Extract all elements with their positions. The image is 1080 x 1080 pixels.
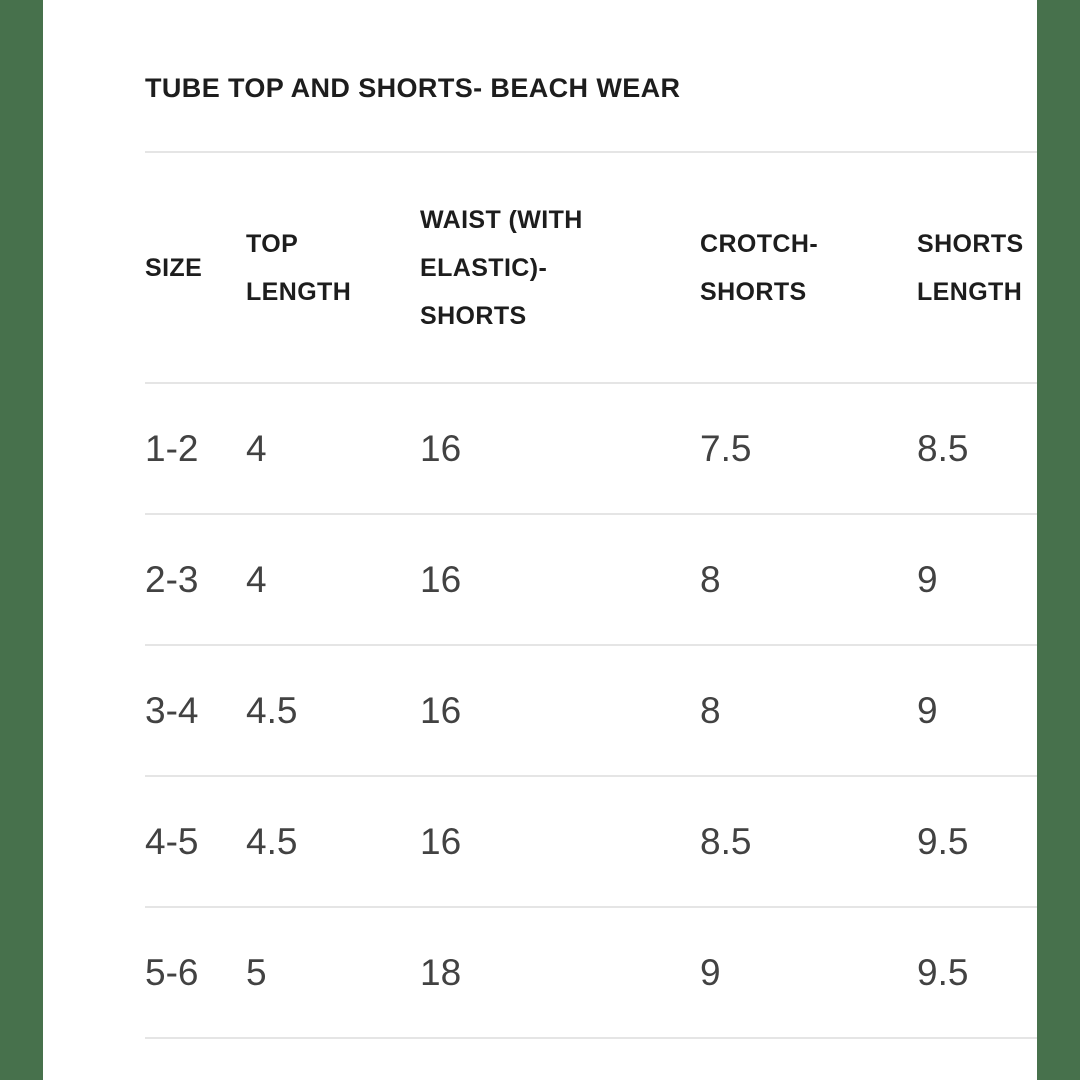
cell-top_length: 4.5 [246, 689, 298, 731]
table-header-row [145, 153, 1037, 384]
column-header-shorts_length [917, 153, 1037, 382]
column-header-label: CROTCH- SHORTS [700, 229, 819, 306]
column-header-label: TOP LENGTH [246, 229, 352, 306]
cell-crotch_shorts: 8 [700, 689, 721, 731]
cell-crotch_shorts: 8 [700, 558, 721, 600]
cell-size: 2-3 [145, 558, 199, 600]
column-header-size [145, 153, 246, 382]
cell-top_length: 4.5 [246, 820, 298, 862]
table-row-size-3-4 [145, 646, 1037, 777]
cell-top_length: 5 [246, 951, 267, 993]
cell-top_length: 4 [246, 427, 267, 469]
cell-top_length: 4 [246, 558, 267, 600]
column-header-crotch_shorts [700, 153, 917, 382]
column-header-label: SIZE [145, 253, 203, 282]
cell-size: 1-2 [145, 427, 199, 469]
column-header-label: WAIST (WITH ELASTIC)- SHORTS [420, 205, 583, 330]
cell-size: 3-4 [145, 689, 199, 731]
page-title: TUBE TOP AND SHORTS- BEACH WEAR [145, 73, 681, 103]
table-row-size-2-3 [145, 515, 1037, 646]
cell-shorts_length: 8.5 [917, 427, 969, 469]
cell-waist_with_elastic_shorts: 16 [420, 820, 462, 862]
left-green-sidebar [0, 0, 43, 1080]
cell-shorts_length: 9 [917, 558, 938, 600]
cell-waist_with_elastic_shorts: 16 [420, 427, 462, 469]
cell-waist_with_elastic_shorts: 16 [420, 558, 462, 600]
cell-shorts_length: 9.5 [917, 820, 969, 862]
column-header-waist_with_elastic_shorts [420, 153, 700, 382]
cell-shorts_length: 9.5 [917, 951, 969, 993]
cell-size: 4-5 [145, 820, 199, 862]
column-header-top_length [246, 153, 420, 382]
table-body [145, 384, 1037, 1039]
table-row-size-5-6 [145, 908, 1037, 1039]
cell-shorts_length: 9 [917, 689, 938, 731]
column-header-label: SHORTS LENGTH [917, 229, 1024, 306]
table-row-size-4-5 [145, 777, 1037, 908]
title-block [145, 0, 1037, 153]
cell-waist_with_elastic_shorts: 18 [420, 951, 462, 993]
cell-crotch_shorts: 9 [700, 951, 721, 993]
size-chart-content [145, 0, 1037, 1039]
cell-crotch_shorts: 8.5 [700, 820, 752, 862]
cell-waist_with_elastic_shorts: 16 [420, 689, 462, 731]
right-green-sidebar [1037, 0, 1080, 1080]
cell-crotch_shorts: 7.5 [700, 427, 752, 469]
table-row-size-1-2 [145, 384, 1037, 515]
cell-size: 5-6 [145, 951, 199, 993]
size-chart-table [145, 153, 1037, 1039]
